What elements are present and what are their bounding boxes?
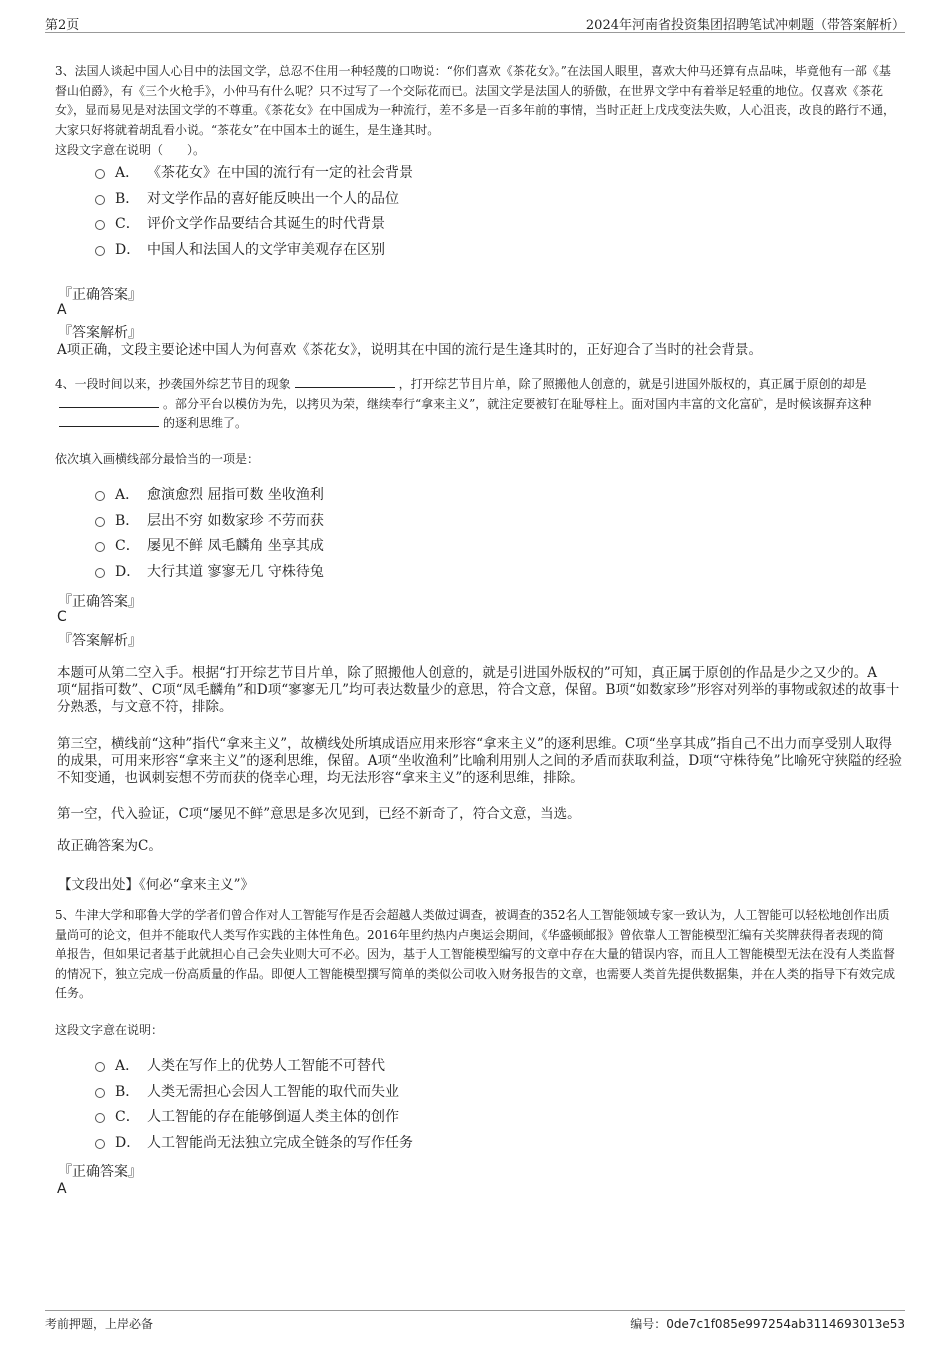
correct-answer: C <box>57 609 67 625</box>
page-footer <box>45 1310 905 1331</box>
text-source: 【文段出处】《何必“拿来主义”》 <box>58 877 255 893</box>
radio-icon[interactable] <box>95 1139 105 1149</box>
option-d[interactable]: D． 人工智能尚无法独立完成全链条的写作任务 <box>95 1129 413 1155</box>
answer-heading: 『正确答案』 <box>58 1164 142 1180</box>
footer-slogan: 考前押题，上岸必备 <box>45 1317 154 1331</box>
option-b[interactable]: B． 对文学作品的喜好能反映出一个人的品位 <box>95 185 413 211</box>
document-title: 2024年河南省投资集团招聘笔试冲刺题（带答案解析） <box>585 18 905 33</box>
radio-icon[interactable] <box>95 1113 105 1123</box>
option-a[interactable]: A． 《茶花女》在中国的流行有一定的社会背景 <box>95 159 413 185</box>
answer-explanation: A项正确，文段主要论述中国人为何喜欢《茶花女》，说明其在中国的流行是生逢其时的，正好迎合了当时的社会背景。 <box>57 342 762 358</box>
option-d[interactable]: D． 大行其道 寥寥无几 守株待兔 <box>95 558 324 584</box>
question-3-text: 3、法国人谈起中国人心目中的法国文学，总忍不住用一种轻蔑的口吻说：“你们喜欢《茶花女》。”在法国人眼里，喜欢大仲马还算有点品味，毕竟他有一部《基督山伯爵》，有《三个火枪手》，小仲马有什么呢？只不过写了一个交际花而已。法国文学是法国人的骄傲，在世界文学中有着举足轻重的地位。仅喜欢《茶花女》，显而易见是对法国文学的不尊重。《茶花女》在中国成为一种流行，差不多是一百多年前的事情，当时正赶上戊戌变法失败，人心沮丧，改良的路行不通，大家只好将就着胡乱看小说。“茶花女”在中国本土的诞生，是生逢其时。 <box>55 64 896 137</box>
option-b[interactable]: B． 人类无需担心会因人工智能的取代而失业 <box>95 1078 413 1104</box>
document-code: 编号：0de7c1f085e997254ab3114693013e53 <box>630 1317 905 1331</box>
correct-answer: A <box>57 302 67 318</box>
question-4-options <box>95 481 324 584</box>
question-4-prompt: 依次填入画横线部分最恰当的一项是： <box>55 452 260 466</box>
option-b[interactable]: B． 层出不穷 如数家珍 不劳而获 <box>95 507 324 533</box>
question-5-text: 5、牛津大学和耶鲁大学的学者们曾合作对人工智能写作是否会超越人类做过调查，被调查的352名人工智能领域专家一致认为，人工智能可以轻松地创作出质量尚可的论文，但并不能取代人类写作实践的主体性角色。2016年里约热内卢奥运会期间，《华盛顿邮报》曾依靠人工智能模型汇编有关奖牌获得者表现的简单报告，但如果记者基于此就担心自己会失业则大可不必。因为，基于人工智能模型编写的文章中存在大量的错误内容，而且人工智能模型无法在没有人类监督的情况下，独立完成一份高质量的作品。即便人工智能模型撰写简单的类似公司收入财务报告的文章，也需要人类首先提供数据集，并在人类的指导下有效完成任务。 <box>55 908 896 1000</box>
fill-blank <box>59 395 159 408</box>
option-a[interactable]: A． 人类在写作上的优势人工智能不可替代 <box>95 1052 413 1078</box>
radio-icon[interactable] <box>95 517 105 527</box>
answer-heading: 『正确答案』 <box>58 594 142 610</box>
page-header <box>45 10 905 33</box>
analysis-heading: 『答案解析』 <box>58 633 142 649</box>
answer-explanation: 故正确答案为C。 <box>57 838 162 854</box>
question-5-prompt: 这段文字意在说明： <box>55 1023 164 1037</box>
answer-explanation: 第三空，横线前“这种”指代“拿来主义”，故横线处所填成语应用来形容“拿来主义”的逐利思维。C项“坐享其成”指自己不出力而享受别人取得的成果，可用来形容“拿来主义”的逐利思维，保留。A项“坐收渔利”比喻利用别人之间的矛盾而获取利益，D项“守株待兔”比喻死守狭隘的经验不知变通，也讽刺妄想不劳而获的侥幸心理，均无法形容“拿来主义”的逐利思维，排除。 <box>57 736 902 786</box>
fill-blank <box>295 375 395 388</box>
question-3-options <box>95 159 413 262</box>
answer-heading: 『正确答案』 <box>58 287 142 303</box>
radio-icon[interactable] <box>95 195 105 205</box>
radio-icon[interactable] <box>95 568 105 578</box>
radio-icon[interactable] <box>95 169 105 179</box>
question-4-text: 4、一段时间以来，抄袭国外综艺节目的现象 ，打开综艺节目片单，除了照搬他人创意的，就是引进国外版权的，真正属于原创的却是。部分平台以模仿为先，以拷贝为荣，继续奉行“拿来主义”，就注定要被钉在耻辱柱上。面对国内丰富的文化富矿，是时候该摒弃这种的逐利思维了。 <box>55 377 872 430</box>
answer-explanation: 本题可从第二空入手。根据“打开综艺节目片单，除了照搬他人创意的，就是引进国外版权的”可知，真正属于原创的作品是少之又少的。A项“屈指可数”、C项“凤毛麟角”和D项“寥寥无几”均可表达数量少的意思，符合文意，保留。B项“如数家珍”形容对列举的事物或叙述的故事十分熟悉，与文意不符，排除。 <box>57 665 900 715</box>
option-a[interactable]: A． 愈演愈烈 屈指可数 坐收渔利 <box>95 481 324 507</box>
question-5-options <box>95 1052 413 1155</box>
correct-answer: A <box>57 1181 67 1197</box>
radio-icon[interactable] <box>95 1088 105 1098</box>
option-d[interactable]: D． 中国人和法国人的文学审美观存在区别 <box>95 236 413 262</box>
radio-icon[interactable] <box>95 491 105 501</box>
option-c[interactable]: C． 评价文学作品要结合其诞生的时代背景 <box>95 210 413 236</box>
radio-icon[interactable] <box>95 246 105 256</box>
question-3-prompt: 这段文字意在说明（ ）。 <box>55 143 206 157</box>
fill-blank <box>59 414 159 427</box>
option-c[interactable]: C． 屡见不鲜 凤毛麟角 坐享其成 <box>95 532 324 558</box>
radio-icon[interactable] <box>95 542 105 552</box>
radio-icon[interactable] <box>95 220 105 230</box>
radio-icon[interactable] <box>95 1062 105 1072</box>
option-c[interactable]: C． 人工智能的存在能够倒逼人类主体的创作 <box>95 1103 413 1129</box>
page-number: 第2页 <box>45 18 80 33</box>
analysis-heading: 『答案解析』 <box>58 325 142 341</box>
answer-explanation: 第一空，代入验证，C项“屡见不鲜”意思是多次见到，已经不新奇了，符合文意，当选。 <box>57 806 581 822</box>
